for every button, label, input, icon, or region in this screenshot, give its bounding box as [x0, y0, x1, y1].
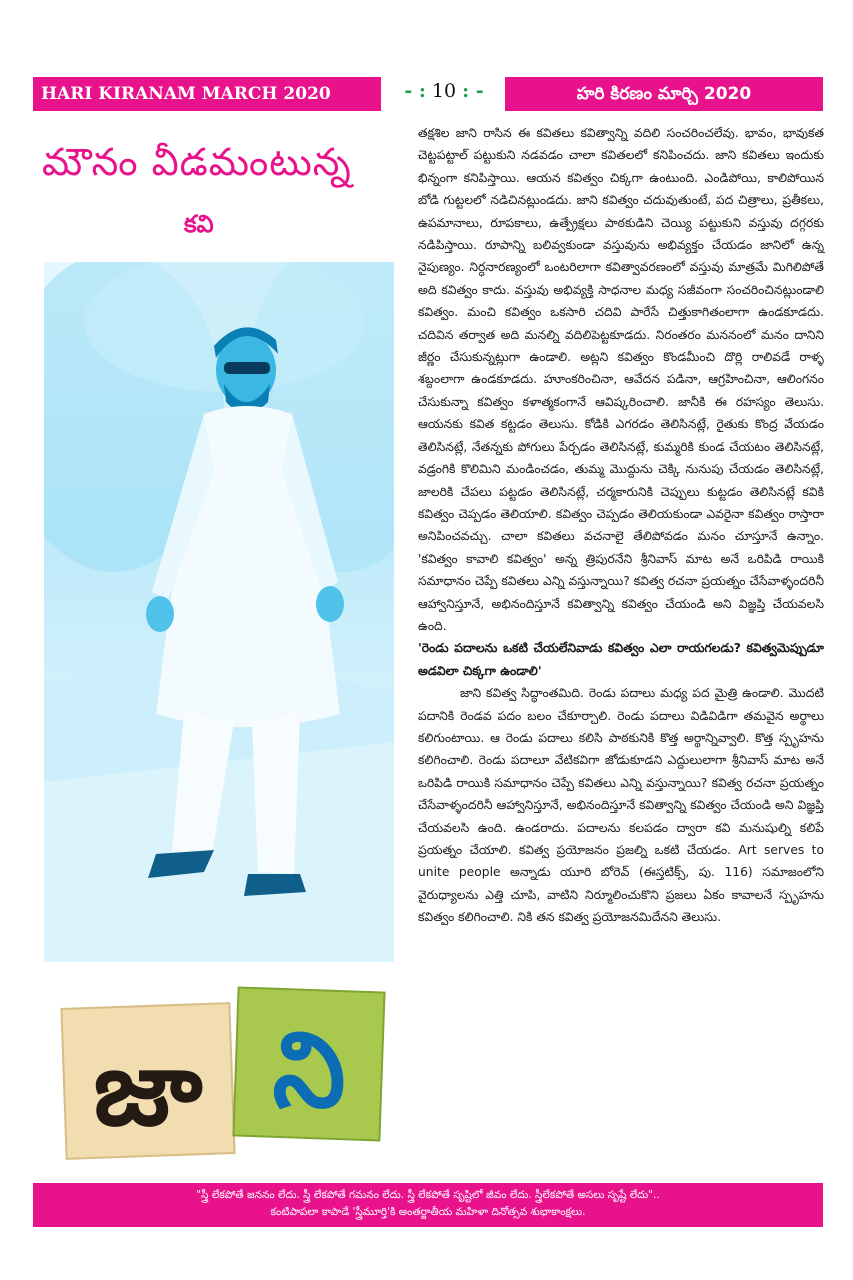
footer-line-2: కంటిపాపలా కాపాడే 'స్త్రీమూర్తి'కి అంతర్జాతీయ మహిళా దినోత్సవ శుభాకాంక్షలు. — [270, 1206, 586, 1218]
footer-banner — [33, 1183, 823, 1227]
page-number — [392, 80, 496, 102]
article-paragraph-1: తక్షశిల జాని రాసిన ఈ కవితలు కవిత్వాన్ని వదిలి సంచరించలేవు. భావం, భావుకత చెట్టపట్టాల్ పట్టుకుని నడవడం చాలా కవితలలో కనిపించదు. జాని కవితలు ఇందుకు భిన్నంగా కనిపిస్తాయి. ఆయన కవిత్వం చిక్కగా ఉంటుంది. ఎండిపోయి, కాలిపోయిన బోడి గుట్టలలో నడిచినట్లుండదు. జాని కవిత్వం చదువుతుంటే, పద చిత్రాలు, ప్రతీకలు, ఉపమానాలు, రూపకాలు, ఉత్ప్రేక్షలు పాఠకుడిని చెయ్యి పట్టుకుని వస్తువు దగ్గరకు నడిపిస్తాయి. రూపాన్ని బలివ్వకుండా వస్తువును అభివ్యక్తం చేయడం జానిలో ఉన్న నైపుణ్యం. నిర్ధనారణ్యంలో ఒంటరిలాగా కవిత్వావరణంలో వస్తువు మాత్రమే మిగిలిపోతే అది కవిత్వం కాదు. వస్తువు అభివ్యక్తి సాధనాల మధ్య సజీవంగా సంచరించినట్లుండాలి కవిత్వం. మంచి కవిత్వం ఒకసారి చదివి పారేసే చిత్తుకాగితంలాగా ఉండకూడదు. చదివిన తర్వాత అది మనల్ని వదిలిపెట్టకూడదు. నిరంతరం మననంలో మనం దానిని జీర్ణం చేసుకున్నట్లుగా ఉండాలి. అట్లని కవిత్వం కొండమీంచి దొర్లి రాలివడే రాళ్ళ శబ్దంలాగా ఉండకూడదు. హూంకరించినా, ఆవేదన పడినా, ఆగ్రహించినా, ఆలింగనం చేసుకున్నా కవిత్వం కళాత్మకంగానే ఆవిష్కరించాలి. జానీకి ఈ రహస్యం తెలుసు. ఆయనకు కవిత కట్టడం తెలుసు. కోడికి ఎగరడం తెలిసినట్లే, రైతుకు కొంద్ర వేయడం తెలిసినట్లే, నేతన్నకు పోగులు పేర్చడం తెలిసినట్లే, కుమ్మరికి కుండ చేయటం తెలిసినట్లే, వడ్రంగికి కొలిమిని మండించడం, తుమ్మ మొద్దును చెక్కి నునుపు చేయడం తెలిసినట్లే, జాలరికి చేపలు పట్టడం తెలిసినట్లే, చర్మకారునికి చెప్పులు కుట్టడం తెలిసినట్లే కవికి కవిత్వం చెప్పడం తెలియాలి. కవిత్వం చెప్పడం తెలియకుండా ఎవరైనా కవిత్వం రాస్తారా అనిపించవచ్చు. చాలా కవితలు వచనాలై తేలిపోవడం మనం చూస్తూనే ఉన్నాం. 'కవిత్వం కావాలి కవిత్వం' అన్న త్రిపురనేని శ్రీనివాస్ మాట అనే ఒరిపిడి రాయికి సమాధానం చెప్పే కవితలు ఎన్ని వస్తున్నాయి? కవిత్వ రచనా ప్రయత్నం చేసేవాళ్ళందరినీ ఆహ్వానిస్తూనే, అభినందిస్తూనే కవిత్వాన్ని కవిత్వం చేయండి అని విజ్ఞప్తి చేయవలసి ఉంది. — [418, 126, 824, 633]
page-number-left-dashes: - : — [404, 80, 426, 102]
logo-letter-ni: ని — [272, 1009, 346, 1131]
article-text — [418, 122, 824, 929]
page-number-value: 10 — [431, 80, 457, 102]
poet-name: కవి — [184, 210, 214, 238]
header-title-english: HARI KIRANAM MARCH 2020 — [33, 77, 381, 111]
poem-title: మౌనం వీడమంటున్న — [42, 140, 352, 184]
logo-letter-ja: జా — [93, 1027, 203, 1149]
header-title-telugu: హరి కిరణం మార్చి 2020 — [505, 77, 823, 111]
footer-line-1: "స్త్రీ లేకపోతే జననం లేదు. స్త్రీ లేకపోతే గమనం లేదు. స్త్రీ లేకపోతే సృష్టిలో జీవం లేదు. స్త్రీలేకపోతే అసలు సృష్టే లేదు".. — [196, 1189, 660, 1201]
page-number-right-dashes: : - — [462, 80, 484, 102]
poet-photo — [44, 262, 394, 962]
jani-logo — [60, 984, 390, 1166]
article-quote: 'రెండు పదాలను ఒకటి చేయలేనివాడు కవిత్వం ఎలా రాయగలడు? కవిత్వమెప్పుడూ అడవిలా చిక్కగా ఉండాలి' — [418, 641, 824, 678]
article-paragraph-2: జాని కవిత్వ సిద్ధాంతమిది. రెండు పదాలు మధ్య పద మైత్రి ఉండాలి. మొదటి పదానికి రెండవ పదం బలం చేకూర్చాలి. రెండు పదాలు విడివిడిగా తమవైన అర్థాలు కలిగుంటాయి. ఆ రెండు పదాలు కలిసి పాఠకునికి కొత్త అర్థాన్నివ్వాలి. కొత్త స్పృహను కలిగించాలి. రెండు పదాలూ వేటికవిగా జోడుకూడని ఎద్దులులాగా శ్రీనివాస్ మాట అనే ఒరిపిడి రాయికి సమాధానం చెప్పే కవితలు ఎన్ని వస్తున్నాయి? కవిత్వ రచనా ప్రయత్నం చేసేవాళ్ళందరినీ ఆహ్వానిస్తూనే, అభినందిస్తూనే కవిత్వాన్ని కవిత్వం చేయండి అని విజ్ఞప్తి చేయవలసి ఉంది. ఉండరాదు. పదాలను కలపడం ద్వారా కవి మనుషుల్ని కలిపే ప్రయత్నం చేయాలి. కవిత్వ ప్రయోజనం ప్రజల్ని ఒకటి చేయడం. Art serves to unite people అన్నాడు యూరి బోరెవ్ (ఈస్తటిక్స్, పు. 116) సమాజంలోని వైరుధ్యాలను ఎత్తి చూపి, వాటిని నిర్మూలించుకొని ప్రజలు ఏకం కావాలనే స్పృహను కవిత్వం కలిగించాలి. నికి తన కవిత్వ ప్రయోజనమిదేనని తెలుసు. — [418, 686, 824, 925]
